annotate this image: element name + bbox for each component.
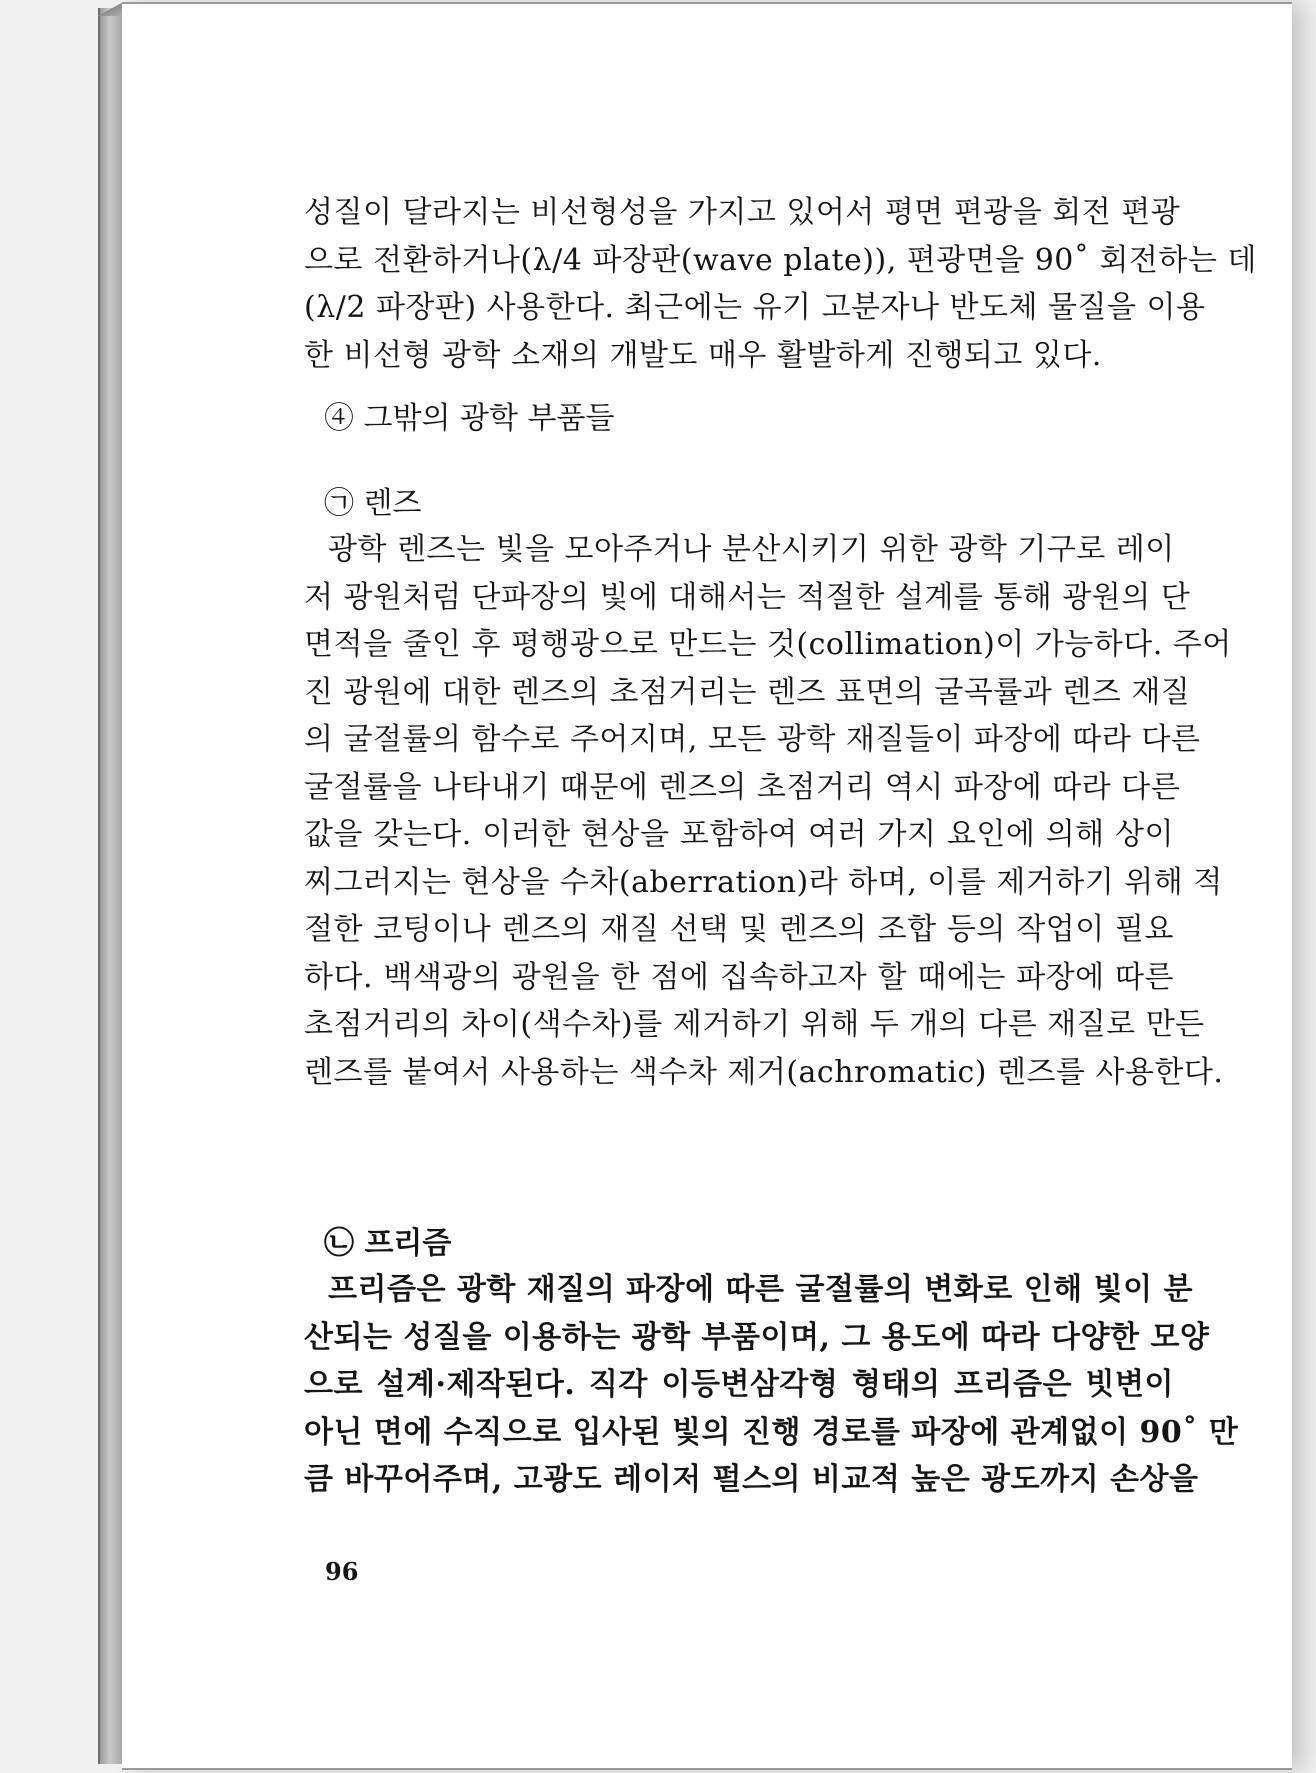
text-line: (λ/2 파장판) 사용한다. 최근에는 유기 고분자나 반도체 물질을 이용 [304, 290, 1206, 325]
text-line: 하다. 백색광의 광원을 한 점에 집속하고자 할 때에는 파장에 따른 [304, 959, 1174, 995]
text-line: 렌즈를 붙여서 사용하는 색수차 제거(achromatic) 렌즈를 사용한다. [304, 1054, 1224, 1090]
book-spine-corner [98, 2, 124, 16]
text-line: 값을 갖는다. 이러한 현상을 포함하여 여러 가지 요인에 의해 상이 [304, 817, 1174, 852]
book-page [122, 2, 1292, 1770]
text-line: 절한 코팅이나 렌즈의 재질 선택 및 렌즈의 조합 등의 작업이 필요 [304, 912, 1174, 947]
text-line: 으로 설계·제작된다. 직각 이등변삼각형 형태의 프리즘은 빗변이 [304, 1367, 1174, 1402]
text-line: 의 굴절률의 함수로 주어지며, 모든 광학 재질들이 파장에 따라 다른 [304, 722, 1201, 757]
subsection-heading-prism: ㉡ 프리즘 [324, 1226, 452, 1261]
text-line: 광학 렌즈는 빛을 모아주거나 분산시키기 위한 광학 기구로 레이 [328, 532, 1175, 567]
page-number: 96 [325, 1557, 359, 1586]
book-spine [98, 8, 124, 1764]
paragraph-prism [304, 1266, 1239, 1504]
text-line: 프리즘은 광학 재질의 파장에 따른 굴절률의 변화로 인해 빛이 분 [328, 1272, 1193, 1307]
text-line: 큼 바꾸어주며, 고광도 레이저 펄스의 비교적 높은 광도까지 손상을 [304, 1462, 1199, 1497]
text-line: 산되는 성질을 이용하는 광학 부품이며, 그 용도에 따라 다양한 모양 [304, 1319, 1210, 1355]
text-line: 성질이 달라지는 비선형성을 가지고 있어서 평면 편광을 회전 편광 [304, 195, 1181, 230]
text-line: 아닌 면에 수직으로 입사된 빛의 진행 경로를 파장에 관계없이 90˚ 만 [304, 1414, 1239, 1450]
subsection-heading-lens: ㉠ 렌즈 [324, 486, 422, 521]
text-line: 저 광원처럼 단파장의 빛에 대해서는 적절한 설계를 통해 광원의 단 [304, 579, 1191, 615]
section-heading-other-optical-parts: ④ 그밖의 광학 부품들 [324, 401, 615, 436]
text-line: 으로 전환하거나(λ/4 파장판(wave plate)), 편광면을 90˚ 회전하는 데 [304, 242, 1257, 278]
text-line: 초점거리의 차이(색수차)를 제거하기 위해 두 개의 다른 재질로 만든 [304, 1007, 1205, 1042]
text-line: 찌그러지는 현상을 수차(aberration)라 하며, 이를 제거하기 위해 적 [304, 864, 1223, 900]
book [98, 2, 1292, 1770]
text-line: 면적을 줄인 후 평행광으로 만드는 것(collimation)이 가능하다. 주어 [304, 627, 1232, 662]
text-line: 진 광원에 대한 렌즈의 초점거리는 렌즈 표면의 굴곡률과 렌즈 재질 [304, 674, 1191, 710]
paragraph-nonlinear-optics [304, 189, 1257, 379]
paragraph-lens [304, 526, 1232, 1096]
text-line: 한 비선형 광학 소재의 개발도 매우 활발하게 진행되고 있다. [304, 337, 1102, 373]
text-line: 굴절률을 나타내기 때문에 렌즈의 초점거리 역시 파장에 따라 다른 [304, 769, 1181, 805]
